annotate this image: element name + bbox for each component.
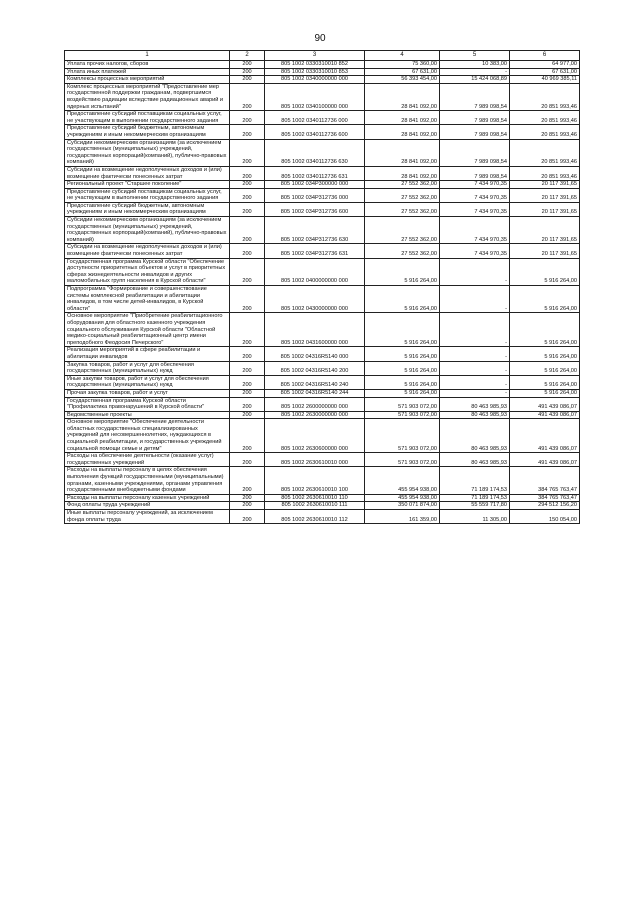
row-amount-approved-cell: 571 903 072,00 [365,411,440,419]
row-amount-remaining-cell: 20 117 391,65 [510,244,580,258]
row-name-cell: Субсидии на возмещение недополученных доходов и (или) возмещение фактически понесенных затрат [65,244,230,258]
table-row [65,125,580,139]
row-code-cell: 805 1002 0340000000 000 [265,76,365,84]
column-header: 3 [265,51,365,61]
row-amount-executed-cell: - [440,68,510,76]
row-code-cell: 805 1002 034P312736 631 [265,244,365,258]
row-amount-remaining-cell: 20 851 993,46 [510,166,580,180]
row-code-cell: 805 1002 2630600000 000 [265,419,365,453]
row-grbs-cell: 200 [230,494,265,502]
row-code-cell: 805 1002 0430000000 000 [265,286,365,313]
row-grbs-cell: 200 [230,83,265,110]
row-amount-executed-cell: 71 189 174,53 [440,467,510,494]
row-amount-executed-cell: 80 463 985,93 [440,397,510,411]
row-amount-approved-cell: 67 631,00 [365,68,440,76]
row-amount-executed-cell: 80 463 985,93 [440,419,510,453]
row-amount-executed-cell: 7 989 098,54 [440,139,510,166]
row-name-cell: Фонд оплаты труда учреждений [65,502,230,510]
row-code-cell: 805 1002 034P312736 630 [265,217,365,244]
table-row [65,453,580,467]
table-row [65,76,580,84]
row-amount-remaining-cell: 20 117 391,65 [510,217,580,244]
row-amount-remaining-cell: 20 117 391,65 [510,188,580,202]
row-amount-approved-cell: 28 841 092,00 [365,166,440,180]
row-amount-remaining-cell: 5 916 264,00 [510,286,580,313]
row-code-cell: 805 1002 0431600000 000 [265,313,365,347]
row-name-cell: Субсидии на возмещение недополученных доходов и (или) возмещение фактически понесенных затрат [65,166,230,180]
row-amount-executed-cell: 11 305,00 [440,510,510,524]
table-row [65,258,580,285]
row-amount-executed-cell: 7 989 098,54 [440,166,510,180]
row-code-cell: 805 1002 0340112736 630 [265,139,365,166]
page-number: 90 [314,33,326,44]
table-row [65,389,580,397]
row-amount-approved-cell: 5 916 264,00 [365,375,440,389]
row-name-cell: Закупка товаров, работ и услуг для обеспечения государственных (муниципальных) нужд [65,361,230,375]
row-amount-approved-cell: 27 552 362,00 [365,202,440,216]
row-amount-remaining-cell: 491 439 086,07 [510,397,580,411]
row-grbs-cell: 200 [230,361,265,375]
row-amount-remaining-cell: 20 851 993,46 [510,139,580,166]
row-amount-approved-cell: 5 916 264,00 [365,286,440,313]
row-code-cell: 805 1002 0330310010 852 [265,61,365,69]
table-row [65,181,580,189]
table-row [65,139,580,166]
row-name-cell: Расходы на выплаты персоналу в целях обеспечения выполнения функций государственными (муниципальными) органами, казенными учреждениями, органами управления государственными внебюджетными фондами [65,467,230,494]
row-name-cell: Иные закупки товаров, работ и услуг для обеспечения государственных (муниципальных) нужд [65,375,230,389]
row-name-cell: Расходы на выплаты персоналу казенных учреждений [65,494,230,502]
row-amount-executed-cell: 10 383,00 [440,61,510,69]
row-amount-executed-cell: - [440,286,510,313]
row-name-cell: Подпрограмма "Формирование и совершенствование системы комплексной реабилитации и абилитации инвалидов, в том числе детей-инвалидов, в Курской области" [65,286,230,313]
row-grbs-cell: 200 [230,166,265,180]
row-code-cell: 805 1002 2630610010 111 [265,502,365,510]
table-row [65,217,580,244]
row-amount-executed-cell: 7 434 970,35 [440,188,510,202]
row-name-cell: Основное мероприятие "Приобретение реабилитационного оборудования для областного казенного учреждения социального обслуживания Курской области "Областной медико-социальный реабилитационный центр имени преподобного Феодосия Печерского" [65,313,230,347]
row-code-cell: 805 1002 0340112736 000 [265,111,365,125]
row-name-cell: Предоставление субсидий поставщикам социальных услуг, не участвующим в выполнении государственного задания [65,111,230,125]
table-row [65,502,580,510]
row-name-cell: Ведомственные проекты [65,411,230,419]
row-amount-executed-cell: - [440,347,510,361]
row-code-cell: 805 1002 04316R5140 244 [265,389,365,397]
row-amount-executed-cell: - [440,258,510,285]
row-grbs-cell: 200 [230,181,265,189]
row-name-cell: Уплата иных платежей [65,68,230,76]
table-body [65,61,580,524]
row-code-cell: 805 1002 04316R5140 000 [265,347,365,361]
table-row [65,313,580,347]
row-amount-approved-cell: 455 954 938,00 [365,467,440,494]
column-header: 6 [510,51,580,61]
row-grbs-cell: 200 [230,313,265,347]
row-amount-remaining-cell: 5 916 264,00 [510,375,580,389]
row-grbs-cell: 200 [230,139,265,166]
row-name-cell: Реализация мероприятий в сфере реабилитации и абилитации инвалидов [65,347,230,361]
column-header: 1 [65,51,230,61]
row-code-cell: 805 1002 0340100000 000 [265,83,365,110]
row-name-cell: Расходы на обеспечение деятельности (оказание услуг) государственных учреждений [65,453,230,467]
row-amount-approved-cell: 75 360,00 [365,61,440,69]
row-amount-approved-cell: 571 903 072,00 [365,453,440,467]
table-row [65,244,580,258]
row-amount-approved-cell: 27 552 362,00 [365,181,440,189]
row-amount-remaining-cell: 5 916 264,00 [510,347,580,361]
row-name-cell: Предоставление субсидий поставщикам социальных услуг, не участвующим в выполнении государственного задания [65,188,230,202]
row-amount-executed-cell: 7 989 098,54 [440,111,510,125]
row-grbs-cell: 200 [230,397,265,411]
row-name-cell: Государственная программа Курской области "Профилактика правонарушений в Курской области" [65,397,230,411]
row-grbs-cell: 200 [230,202,265,216]
row-grbs-cell: 200 [230,286,265,313]
row-code-cell: 805 1002 2630610010 100 [265,467,365,494]
row-amount-approved-cell: 28 841 092,00 [365,139,440,166]
row-name-cell: Предоставление субсидий бюджетным, автономным учреждениям и иным некоммерческим организациям [65,202,230,216]
table-row [65,467,580,494]
row-name-cell: Комплексы процессных мероприятий [65,76,230,84]
column-header: 4 [365,51,440,61]
row-code-cell: 805 1002 0340112736 631 [265,166,365,180]
table-row [65,61,580,69]
row-amount-remaining-cell: 20 851 993,46 [510,83,580,110]
row-amount-executed-cell: 55 559 717,80 [440,502,510,510]
row-code-cell: 805 1002 2600000000 000 [265,397,365,411]
row-amount-approved-cell: 5 916 264,00 [365,347,440,361]
row-amount-approved-cell: 56 393 454,00 [365,76,440,84]
row-amount-executed-cell: 71 189 174,53 [440,494,510,502]
row-amount-executed-cell: 80 463 985,93 [440,453,510,467]
row-code-cell: 805 1002 2630610010 000 [265,453,365,467]
row-code-cell: 805 1002 0330310010 853 [265,68,365,76]
row-code-cell: 805 1002 2630000000 000 [265,411,365,419]
row-grbs-cell: 200 [230,76,265,84]
row-name-cell: Уплата прочих налогов, сборов [65,61,230,69]
row-name-cell: Комплекс процессных мероприятий "Предоставление мер государственной поддержки гражданам, подвергшимся воздействию радиации вследствие радиационных аварий и ядерных испытаний" [65,83,230,110]
row-name-cell: Субсидии некоммерческим организациям (за исключением государственных (муниципальных) учреждений, государственных корпораций(компаний), публично-правовых компаний) [65,139,230,166]
row-amount-executed-cell: - [440,361,510,375]
row-code-cell: 805 1002 034P312736 600 [265,202,365,216]
table-row [65,419,580,453]
row-grbs-cell: 200 [230,502,265,510]
row-amount-remaining-cell: 5 916 264,00 [510,313,580,347]
row-grbs-cell: 200 [230,375,265,389]
column-header: 2 [230,51,265,61]
row-amount-executed-cell: 7 434 970,35 [440,217,510,244]
row-amount-approved-cell: 571 903 072,00 [365,419,440,453]
table-row [65,202,580,216]
column-header: 5 [440,51,510,61]
row-name-cell: Государственная программа Курской области "Обеспечение доступности приоритетных объектов и услуг в приоритетных сферах жизнедеятельности инвалидов и других маломобильных групп населения в Курской области" [65,258,230,285]
row-amount-executed-cell: 7 434 970,35 [440,202,510,216]
row-amount-remaining-cell: 384 765 763,47 [510,467,580,494]
row-name-cell: Основное мероприятие "Обеспечение деятельности областных государственных специализированных учреждений для несовершеннолетних, нуждающихся в социальной реабилитации, и государственных учреждений социальной помощи семье и детям" [65,419,230,453]
row-amount-remaining-cell: 491 439 086,07 [510,419,580,453]
row-amount-approved-cell: 571 903 072,00 [365,397,440,411]
row-amount-approved-cell: 455 954 938,00 [365,494,440,502]
row-code-cell: 805 1002 0340112736 600 [265,125,365,139]
row-code-cell: 805 1002 2630610010 112 [265,510,365,524]
row-amount-approved-cell: 28 841 092,00 [365,83,440,110]
row-grbs-cell: 200 [230,68,265,76]
row-amount-remaining-cell: 20 117 391,65 [510,202,580,216]
row-amount-approved-cell: 27 552 362,00 [365,217,440,244]
row-grbs-cell: 200 [230,188,265,202]
row-amount-executed-cell: 7 434 970,35 [440,244,510,258]
table-row [65,347,580,361]
row-code-cell: 805 1002 034P312736 000 [265,188,365,202]
row-amount-executed-cell: 7 989 098,54 [440,83,510,110]
row-amount-remaining-cell: 5 916 264,00 [510,389,580,397]
header-row [65,51,580,61]
row-grbs-cell: 200 [230,389,265,397]
row-amount-remaining-cell: 20 851 993,46 [510,111,580,125]
row-amount-approved-cell: 28 841 092,00 [365,111,440,125]
row-amount-approved-cell: 161 359,00 [365,510,440,524]
row-name-cell: Прочая закупка товаров, работ и услуг [65,389,230,397]
row-amount-executed-cell: - [440,375,510,389]
table-row [65,166,580,180]
row-amount-approved-cell: 350 071 874,00 [365,502,440,510]
row-grbs-cell: 200 [230,217,265,244]
table-row [65,188,580,202]
budget-table [64,50,580,524]
row-amount-remaining-cell: 150 054,00 [510,510,580,524]
row-amount-remaining-cell: 20 117 391,65 [510,181,580,189]
row-amount-remaining-cell: 64 977,00 [510,61,580,69]
row-amount-executed-cell: 7 989 098,54 [440,125,510,139]
row-grbs-cell: 200 [230,61,265,69]
row-grbs-cell: 200 [230,258,265,285]
table-row [65,411,580,419]
table-row [65,494,580,502]
row-grbs-cell: 200 [230,419,265,453]
row-code-cell: 805 1002 0400000000 000 [265,258,365,285]
table-row [65,510,580,524]
row-amount-remaining-cell: 5 916 264,00 [510,258,580,285]
row-amount-remaining-cell: 384 765 763,47 [510,494,580,502]
row-amount-approved-cell: 27 552 362,00 [365,188,440,202]
row-grbs-cell: 200 [230,510,265,524]
row-amount-executed-cell: 15 424 068,89 [440,76,510,84]
row-amount-remaining-cell: 491 439 086,07 [510,411,580,419]
row-name-cell: Субсидии некоммерческим организациям (за исключением государственных (муниципальных) учреждений, государственных корпораций(компаний), публично-правовых компаний) [65,217,230,244]
row-code-cell: 805 1002 04316R5140 240 [265,375,365,389]
row-amount-approved-cell: 5 916 264,00 [365,361,440,375]
row-amount-executed-cell: 80 463 985,93 [440,411,510,419]
row-name-cell: Предоставление субсидий бюджетным, автономным учреждениям и иным некоммерческим организациям [65,125,230,139]
row-amount-approved-cell: 5 916 264,00 [365,313,440,347]
table-row [65,286,580,313]
row-amount-remaining-cell: 294 512 156,20 [510,502,580,510]
row-grbs-cell: 200 [230,467,265,494]
row-code-cell: 805 1002 04316R5140 200 [265,361,365,375]
table-row [65,375,580,389]
row-amount-remaining-cell: 40 969 385,11 [510,76,580,84]
row-grbs-cell: 200 [230,411,265,419]
row-grbs-cell: 200 [230,125,265,139]
table-row [65,83,580,110]
row-name-cell: Региональный проект "Старшее поколение" [65,181,230,189]
table-row [65,397,580,411]
row-amount-approved-cell: 28 841 092,00 [365,125,440,139]
row-amount-approved-cell: 27 552 362,00 [365,244,440,258]
row-grbs-cell: 200 [230,453,265,467]
row-amount-approved-cell: 5 916 264,00 [365,258,440,285]
row-amount-executed-cell: - [440,313,510,347]
table-row [65,361,580,375]
row-grbs-cell: 200 [230,244,265,258]
row-amount-executed-cell: - [440,389,510,397]
row-amount-executed-cell: 7 434 970,35 [440,181,510,189]
row-name-cell: Иные выплаты персоналу учреждений, за исключением фонда оплаты труда [65,510,230,524]
row-code-cell: 805 1002 034P300000 000 [265,181,365,189]
row-amount-remaining-cell: 491 439 086,07 [510,453,580,467]
row-amount-approved-cell: 5 916 264,00 [365,389,440,397]
row-amount-remaining-cell: 20 851 993,46 [510,125,580,139]
row-grbs-cell: 200 [230,347,265,361]
row-amount-remaining-cell: 5 916 264,00 [510,361,580,375]
row-amount-remaining-cell: 67 631,00 [510,68,580,76]
table-row [65,68,580,76]
table-row [65,111,580,125]
row-code-cell: 805 1002 2630610010 110 [265,494,365,502]
row-grbs-cell: 200 [230,111,265,125]
